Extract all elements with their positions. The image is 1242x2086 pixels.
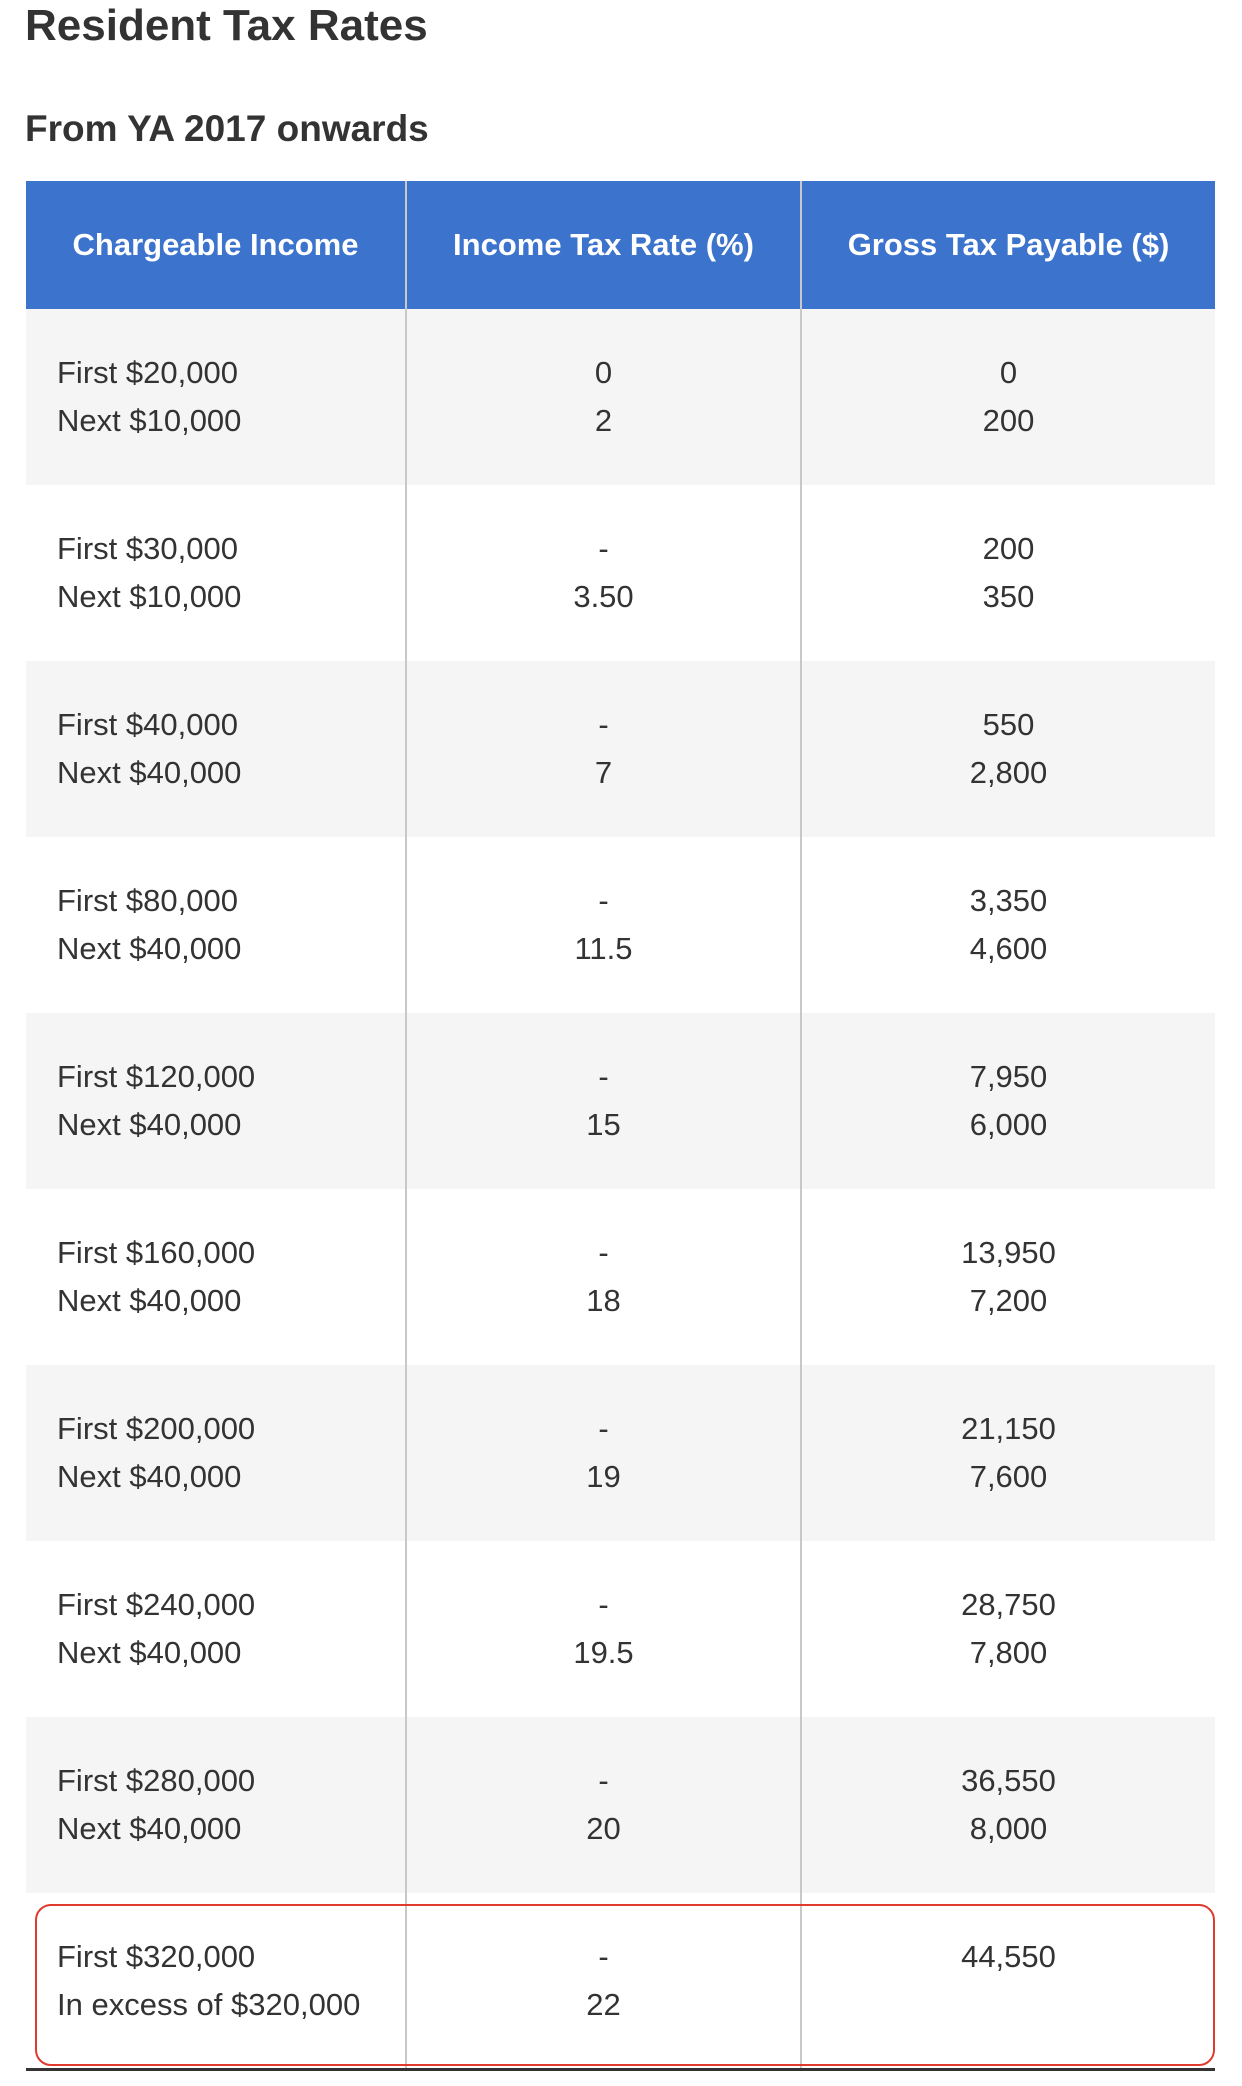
rate-line: -	[598, 707, 609, 742]
payable-line: 21,150	[961, 1411, 1056, 1446]
payable-line: 2,800	[969, 755, 1048, 790]
payable-cell	[801, 1717, 1215, 1893]
table-row	[26, 1189, 1215, 1365]
table-row	[26, 1013, 1215, 1189]
rate-cell	[406, 309, 801, 485]
income-line: First $320,000	[57, 1939, 256, 1974]
payable-line: 200	[982, 403, 1035, 438]
payable-cell	[801, 1541, 1215, 1717]
income-line: First $160,000	[57, 1235, 256, 1270]
income-line: Next $40,000	[57, 1459, 242, 1494]
payable-cell	[801, 1365, 1215, 1541]
income-line: First $120,000	[57, 1059, 256, 1094]
income-line: First $30,000	[57, 531, 238, 566]
payable-line: 200	[982, 531, 1035, 566]
payable-cell	[801, 1189, 1215, 1365]
table-row	[26, 485, 1215, 661]
income-line: Next $10,000	[57, 579, 242, 614]
rate-cell	[406, 485, 801, 661]
payable-line: 7,800	[969, 1635, 1048, 1670]
payable-line: 13,950	[961, 1235, 1056, 1270]
table-row	[26, 661, 1215, 837]
table-row	[26, 1365, 1215, 1541]
rate-line: -	[598, 1763, 609, 1798]
payable-line: 4,600	[969, 931, 1048, 966]
header-income-tax-rate: Income Tax Rate (%)	[406, 181, 801, 309]
rate-line: -	[598, 1939, 609, 1974]
income-cell	[26, 309, 406, 485]
payable-line: 550	[982, 707, 1035, 742]
rate-line: 19.5	[573, 1635, 634, 1670]
payable-line: 350	[982, 579, 1035, 614]
rate-line: 22	[586, 1987, 621, 2022]
rate-line: 18	[586, 1283, 621, 1318]
rate-cell	[406, 1541, 801, 1717]
table-header	[26, 181, 1215, 309]
rate-cell	[406, 661, 801, 837]
income-line: Next $40,000	[57, 1811, 242, 1846]
income-line: Next $40,000	[57, 1283, 242, 1318]
payable-line: 0	[999, 355, 1018, 390]
payable-line: 7,950	[969, 1059, 1048, 1094]
rate-cell	[406, 1717, 801, 1893]
payable-cell	[801, 1013, 1215, 1189]
income-line: Next $40,000	[57, 755, 242, 790]
income-cell	[26, 1541, 406, 1717]
income-cell	[26, 1013, 406, 1189]
income-line: In excess of $320,000	[57, 1987, 361, 2022]
rate-line: 2	[594, 403, 613, 438]
section-title: From YA 2017 onwards	[25, 108, 429, 149]
header-gross-tax-payable: Gross Tax Payable ($)	[801, 181, 1215, 309]
rate-cell	[406, 837, 801, 1013]
income-line: Next $40,000	[57, 1635, 242, 1670]
header-row	[26, 181, 1215, 309]
income-line: First $280,000	[57, 1763, 256, 1798]
rate-line: -	[598, 531, 609, 566]
income-cell	[26, 661, 406, 837]
income-cell	[26, 1189, 406, 1365]
payable-cell	[801, 309, 1215, 485]
rate-line: 11.5	[574, 931, 633, 966]
rate-cell	[406, 1365, 801, 1541]
rate-line: -	[598, 883, 609, 918]
rate-line: 20	[586, 1811, 621, 1846]
income-line: First $240,000	[57, 1587, 256, 1622]
payable-line: 44,550	[961, 1939, 1056, 1974]
table-row	[26, 1893, 1215, 2069]
rate-line: 0	[594, 355, 613, 390]
income-line: Next $10,000	[57, 403, 242, 438]
payable-line: 28,750	[961, 1587, 1056, 1622]
rate-line: -	[598, 1411, 609, 1446]
table-body	[26, 309, 1215, 2069]
income-line: First $80,000	[57, 883, 238, 918]
table-row	[26, 1717, 1215, 1893]
payable-cell	[801, 837, 1215, 1013]
income-cell	[26, 1365, 406, 1541]
header-chargeable-income: Chargeable Income	[26, 181, 406, 309]
income-line: First $20,000	[57, 355, 238, 390]
income-cell	[26, 1893, 406, 2069]
payable-line: 36,550	[961, 1763, 1056, 1798]
income-line: Next $40,000	[57, 1107, 242, 1142]
rate-cell	[406, 1013, 801, 1189]
payable-line: 6,000	[969, 1107, 1048, 1142]
payable-cell	[801, 661, 1215, 837]
payable-cell	[801, 1893, 1215, 2069]
tax-rate-table	[26, 181, 1215, 2071]
income-line: First $40,000	[57, 707, 238, 742]
rate-line: -	[598, 1235, 609, 1270]
table-row	[26, 1541, 1215, 1717]
rate-cell	[406, 1189, 801, 1365]
income-cell	[26, 485, 406, 661]
income-cell	[26, 837, 406, 1013]
income-line: First $200,000	[57, 1411, 256, 1446]
rate-line: 7	[594, 755, 613, 790]
payable-line: 7,600	[969, 1459, 1048, 1494]
payable-line: 8,000	[969, 1811, 1048, 1846]
rate-line: -	[598, 1587, 609, 1622]
payable-line: 3,350	[969, 883, 1048, 918]
rate-line: -	[598, 1059, 609, 1094]
rate-line: 15	[586, 1107, 621, 1142]
income-cell	[26, 1717, 406, 1893]
income-line: Next $40,000	[57, 931, 242, 966]
payable-cell	[801, 485, 1215, 661]
rate-line: 3.50	[573, 579, 634, 614]
rate-cell	[406, 1893, 801, 2069]
rate-line: 19	[586, 1459, 621, 1494]
table-row	[26, 837, 1215, 1013]
payable-line: 7,200	[969, 1283, 1048, 1318]
page-title: Resident Tax Rates	[25, 1, 428, 50]
table-row	[26, 309, 1215, 485]
